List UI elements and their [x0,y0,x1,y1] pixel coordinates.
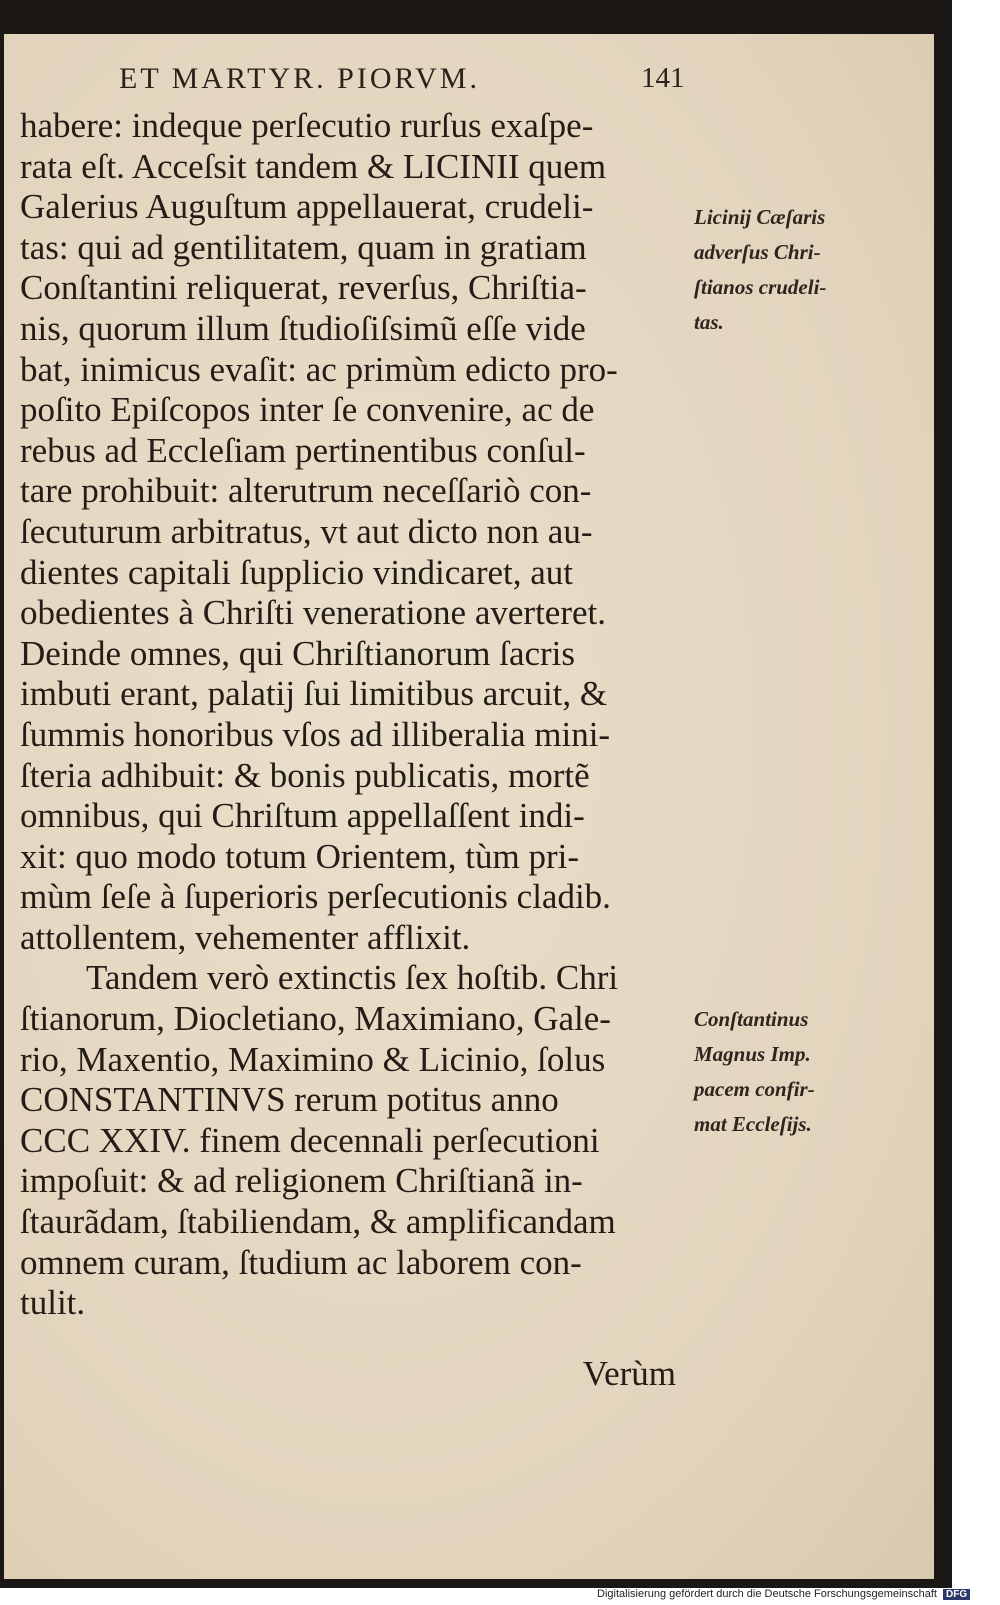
text-line: tulit. [20,1283,86,1323]
marginal-line: Licinij Cæſaris [694,205,826,229]
marginal-line: pacem confir- [694,1077,815,1101]
text-line: CONSTANTINVS rerum potitus anno [20,1080,559,1120]
text-line: omnibus, qui Chriſtum appellaſſent indi- [20,796,585,836]
text-line: habere: indeque perſecutio rurſus exaſpe- [20,106,594,145]
text-line: ſteria adhibuit: & bonis publicatis, mortẽ [20,755,590,795]
text-line: bat, inimicus evaſit: ac primùm edicto pro- [20,349,618,389]
text-line: poſito Epiſcopos inter ſe convenire, ac de [20,390,595,430]
marginal-line: adverſus Chri- [694,240,821,264]
running-head: ET MARTYR. PIORVM. [119,62,480,95]
text-line: Galerius Auguſtum appellauerat, crudeli- [20,187,594,227]
text-line: ſtaurãdam, ſtabiliendam, & amplificandam [20,1202,616,1242]
digitization-footer [597,1588,970,1600]
text-line: nis, quorum illum ſtudioſiſsimũ eſſe vide [20,308,586,348]
text-line: mùm ſeſe à ſuperioris perſecutionis cladib. [20,877,611,917]
text-line: imbuti erant, palatij ſui limitibus arcuit, & [20,674,608,714]
text-line: Conſtantini reliquerat, reverſus, Chriſtia- [20,268,587,308]
text-line: ſecuturum arbitratus, vt aut dicto non au- [20,511,593,551]
text-line: CCC XXIV. finem decennali perſecutioni [20,1120,600,1160]
text-line: rebus ad Eccleſiam pertinentibus conſul- [20,430,586,470]
text-line: tas: qui ad gentilitatem, quam in gratiam [20,227,587,267]
text-line: ſtianorum, Diocletiano, Maximiano, Gale- [20,999,611,1039]
marginal-line: tas. [694,310,724,334]
text-line: dientes capitali ſupplicio vindicaret, aut [20,552,574,592]
marginal-line: Conſtantinus [694,1007,809,1031]
body-text [20,106,700,1394]
text-line: rata eſt. Acceſsit tandem & LICINII quem [20,146,607,186]
marginal-line: ſtianos crudeli- [694,275,827,299]
text-line: tare prohibuit: alterutrum neceſſariò con- [20,471,592,511]
text-line: rio, Maxentio, Maximino & Licinio, ſolus [20,1039,606,1079]
text-line: Deinde omnes, qui Chriſtianorum ſacris [20,633,576,673]
text-line: omnem curam, ſtudium ac laborem con- [20,1242,582,1282]
text-line: attollentem, vehementer afflixit. [20,917,471,957]
text-line: ſummis honoribus vſos ad illiberalia mini- [20,714,611,754]
dfg-logo: DFG [943,1589,970,1600]
text-line: xit: quo modo totum Orientem, tùm pri- [20,836,579,876]
text-line: obedientes à Chriſti veneratione averteret. [20,593,606,633]
marginal-line: mat Eccleſijs. [694,1112,812,1136]
marginal-note-constantinus [694,1002,864,1142]
marginal-line: Magnus Imp. [694,1042,811,1066]
catchword: Verùm [582,1353,676,1393]
text-line: Tandem verò extinctis ſex hoſtib. Chri [86,958,619,998]
marginal-note-licinius [694,200,864,340]
footer-text: Digitalisierung gefördert durch die Deutsche Forschungsgemeinschaft [597,1588,937,1600]
book-page [4,34,934,1579]
text-line: impoſuit: & ad religionem Chriſtianã in- [20,1161,583,1201]
page-number: 141 [641,62,685,94]
